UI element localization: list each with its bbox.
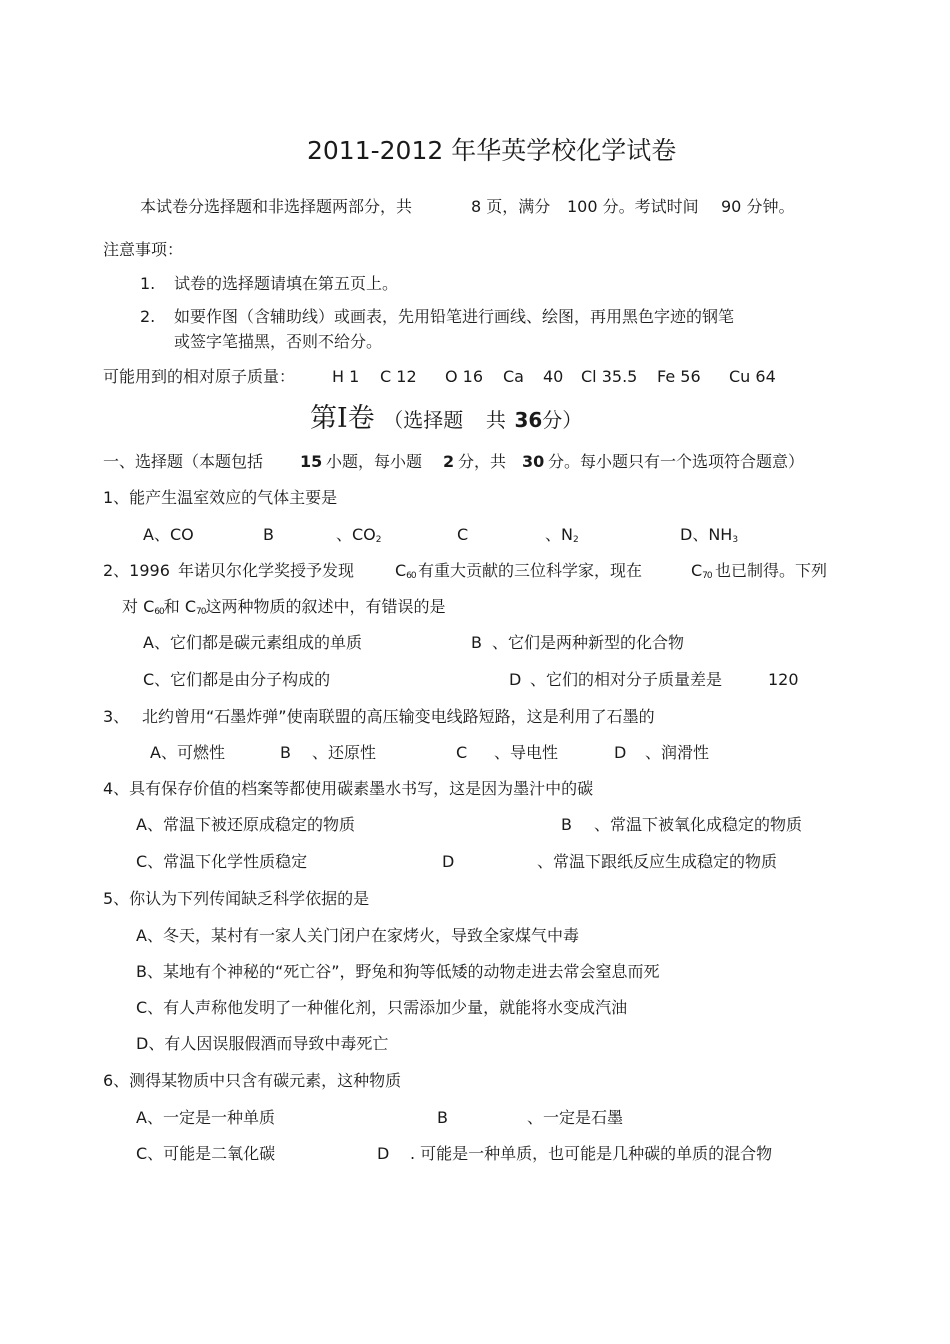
notes-heading: 注意事项： (103, 240, 184, 259)
q2-option-d-letter: D (509, 670, 522, 689)
atomic-mass-cu: Cu 64 (729, 367, 776, 386)
q6-option-d: . 可能是一种单质，也可能是几种碳的单质的混合物 (410, 1144, 773, 1163)
atomic-mass-ca-value: 40 (543, 367, 564, 386)
section-title-main: 第Ⅰ卷 (310, 403, 375, 434)
q3-option-b: 、还原性 (312, 743, 377, 762)
section-title-total-label: 共 (485, 408, 506, 432)
q6-option-b-letter: B (437, 1108, 448, 1127)
q2-stem-line2: 对 $C_{60}$和 $C_{70}$这两种物质的叙述中，有错误的是 (122, 597, 446, 617)
q3-option-d-letter: D (614, 743, 627, 762)
q6-option-b: 、一定是石墨 (527, 1108, 624, 1127)
part1-total-points: 30 (522, 452, 545, 471)
q2-c60: $C_{60}$ (395, 561, 416, 581)
part1-text-b: 小题，每小题 (326, 452, 423, 471)
q3-number: 3、 (103, 707, 130, 726)
q4-stem: 4、具有保存价值的档案等都使用碳素墨水书写，这是因为墨汁中的碳 (103, 779, 594, 798)
q4-option-b: 、常温下被氧化成稳定的物质 (594, 815, 803, 834)
q3-option-b-letter: B (280, 743, 291, 762)
intro-pages: 8 页，满分 (471, 197, 551, 216)
q2-option-d-value: 120 (768, 670, 799, 689)
q3-option-a: A、可燃性 (150, 743, 225, 762)
part1-text-c: 分，共 (458, 452, 507, 471)
q3-option-d: 、润滑性 (645, 743, 710, 762)
q4-option-d-letter: D (442, 852, 455, 871)
note1-number: 1. (140, 274, 156, 293)
atomic-mass-cl: Cl 35.5 (581, 367, 638, 386)
q6-option-c: C、可能是二氧化碳 (136, 1144, 276, 1163)
q3-option-c-letter: C (456, 743, 468, 762)
atomic-mass-fe: Fe 56 (657, 367, 701, 386)
q1-stem: 1、能产生温室效应的气体主要是 (103, 488, 338, 507)
note2-text-line1: 如要作图（含辅助线）或画表，先用铅笔进行画线、绘图，再用黑色字迹的钢笔 (174, 307, 735, 326)
section-title (310, 402, 582, 437)
note2-text-line2: 或签字笔描黑，否则不给分。 (174, 332, 383, 351)
note1-text: 试卷的选择题请填在第五页上。 (174, 274, 399, 293)
q2-option-b: 、它们是两种新型的化合物 (492, 633, 685, 652)
intro-time: 90 分钟。 (721, 197, 795, 216)
part1-text-a: 一、选择题（本题包括 (103, 452, 264, 471)
q3-stem: 北约曾用“石墨炸弹”使南联盟的高压输变电线路短路，这是利用了石墨的 (142, 707, 655, 726)
q5-stem: 5、你认为下列传闻缺乏科学依据的是 (103, 889, 370, 908)
q4-option-a: A、常温下被还原成稳定的物质 (136, 815, 355, 834)
q1-option-a: A、CO (143, 525, 194, 544)
atomic-mass-h: H 1 (332, 367, 360, 386)
section-title-close: 分） (542, 408, 583, 432)
q1-option-d: D、$NH_3$ (680, 525, 738, 545)
part1-text-d: 分。每小题只有一个选项符合题意） (548, 452, 805, 471)
intro-text: 本试卷分选择题和非选择题两部分，共 (140, 197, 413, 216)
atomic-mass-o: O 16 (445, 367, 484, 386)
intro-score: 100 分。考试时间 (567, 197, 699, 216)
q2-stem-part3: 也已制得。下列 (715, 561, 828, 580)
q2-option-b-letter: B (471, 633, 482, 652)
q5-option-a: A、冬天，某村有一家人关门闭户在家烤火，导致全家煤气中毒 (136, 926, 579, 945)
q2-option-c: C、它们都是由分子构成的 (143, 670, 331, 689)
q2-c70: $C_{70}$ (691, 561, 712, 581)
q5-option-b: B、某地有个神秘的“死亡谷”，野兔和狗等低矮的动物走进去常会窒息而死 (136, 962, 660, 981)
q1-option-b: 、$CO_2$ (336, 525, 381, 545)
atomic-mass-c: C 12 (380, 367, 417, 386)
q3-option-c: 、导电性 (494, 743, 559, 762)
section-title-type: （选择题 (383, 408, 464, 432)
q2-number: 2、1996 (103, 561, 170, 580)
atomic-mass-ca: Ca (503, 367, 524, 386)
atomic-mass-label: 可能用到的相对原子质量： (103, 367, 296, 386)
q2-stem-part1: 年诺贝尔化学奖授予发现 (178, 561, 355, 580)
part1-each-points: 2 (443, 452, 455, 471)
q5-option-d: D、有人因误服假酒而导致中毒死亡 (136, 1034, 389, 1053)
q4-option-b-letter: B (561, 815, 572, 834)
q5-option-c: C、有人声称他发明了一种催化剂，只需添加少量，就能将水变成汽油 (136, 998, 628, 1017)
q1-option-c-letter: C (457, 525, 469, 544)
q1-option-c: 、$N_2$ (545, 525, 578, 545)
q4-option-c: C、常温下化学性质稳定 (136, 852, 308, 871)
q4-option-d: 、常温下跟纸反应生成稳定的物质 (537, 852, 778, 871)
q2-stem-part2: 有重大贡献的三位科学家，现在 (418, 561, 643, 580)
q2-option-a: A、它们都是碳元素组成的单质 (143, 633, 362, 652)
q2-option-d: 、它们的相对分子质量差是 (530, 670, 723, 689)
section-title-points: 36 (514, 408, 543, 432)
q1-option-b-letter: B (263, 525, 274, 544)
q6-stem: 6、测得某物质中只含有碳元素，这种物质 (103, 1071, 402, 1090)
exam-title: 2011-2012 年华英学校化学试卷 (307, 136, 677, 165)
q6-option-d-letter: D (377, 1144, 390, 1163)
q6-option-a: A、一定是一种单质 (136, 1108, 275, 1127)
note2-number: 2. (140, 307, 156, 326)
part1-question-count: 15 (300, 452, 323, 471)
